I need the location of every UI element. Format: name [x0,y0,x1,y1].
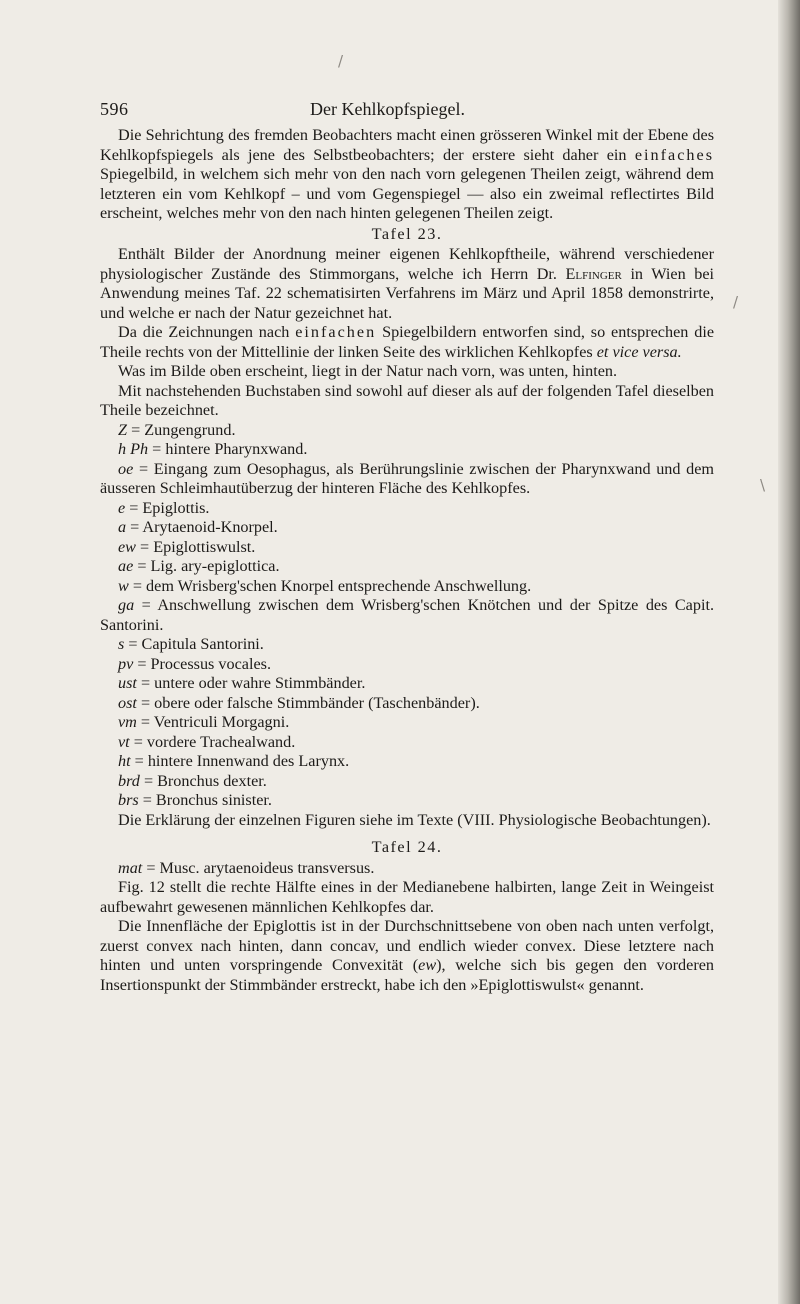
legend-item: vt = vordere Trachealwand. [118,732,296,751]
running-title: Der Kehlkopfspiegel. [310,99,465,119]
legend-item: h Ph = hintere Pharynxwand. [118,440,308,458]
paragraph: Die Sehrichtung des fremden Beobachters macht einen grösseren Winkel mit der Ebene des Kehlkopfspiegels als jene des Selbstbeobachters; der erstere sieht daher ein einfaches Spiegelbild, in welchem sich mehr von den nach vorn gelegenen Theilen zeigt, während dem letzteren ein vom Kehlkopf – und vom Gegenspiegel — also ein zweimal reflectirtes Bild erscheint, welches mehr von den nach hinten gelegenen Theilen zeigt. [100,126,714,222]
paragraph: Fig. 12 stellt die rechte Hälfte eines in der Medianebene halbirten, lange Zeit in Weingeist aufbewahrt gewesenen männlichen Kehlkopfes dar. [100,878,714,916]
legend-item: ga = Anschwellung zwischen dem Wrisberg'schen Knötchen und der Spitze des Capit. Santorini. [100,596,714,634]
page-header [100,99,714,123]
legend-item: brs = Bronchus sinister. [118,791,272,809]
legend-item: ost = obere oder falsche Stimmbänder (Taschenbänder). [118,693,480,712]
legend-item: Z = Zungengrund. [118,420,236,439]
paragraph: Mit nachstehenden Buchstaben sind sowohl auf dieser als auf der folgenden Tafel dieselben Theile bezeichnet. [100,381,714,419]
pencil-mark: / [338,52,344,70]
legend-item: ht = hintere Innenwand des Larynx. [118,752,350,770]
paragraph: Die Erklärung der einzelnen Figuren siehe im Texte (VIII. Physiologische Beobachtungen). [118,810,711,829]
pencil-mark: / [733,293,739,311]
section-heading-tafel-24: Tafel 24. [371,838,443,856]
legend-item: vm = Ventriculi Morgagni. [118,713,290,731]
legend-item: mat = Musc. arytaenoideus transversus. [118,858,375,877]
legend-item: s = Capitula Santorini. [118,635,264,653]
legend-item: w = dem Wrisberg'schen Knorpel entsprechende Anschwellung. [118,576,532,595]
legend-item: a = Arytaenoid-Knorpel. [118,518,278,536]
legend-item: brd = Bronchus dexter. [118,771,267,790]
legend-list [100,421,714,811]
page-body [100,126,714,995]
legend-item: e = Epiglottis. [118,498,210,517]
page-number: 596 [100,99,129,119]
legend-item: ew = Epiglottiswulst. [118,537,256,556]
paragraph: Die Innenfläche der Epiglottis ist in der Durchschnittsebene von oben nach unten verfolgt, zuerst convex nach hinten, dann concav, und endlich wieder convex. Diese letztere nach hinten und unten vorspringende Convexität (ew), welche sich bis gegen den vorderen Insertionspunkt der Stimmbänder erstreckt, habe ich den »Epiglottiswulst« genannt. [100,917,714,994]
pencil-mark: \ [760,476,766,494]
paragraph: Enthält Bilder der Anordnung meiner eigenen Kehlkopftheile, während verschiedener physiologischer Zustände des Stimmorgans, welche ich Herrn Dr. Elfinger in Wien bei Anwendung meines Taf. 22 schematisirten Verfahrens im März und April 1858 demonstrirte, und welche er nach der Natur gezeichnet hat. [100,245,715,322]
paragraph: Da die Zeichnungen nach einfachen Spiegelbildern entworfen sind, so entsprechen die Theile rechts von der Mittellinie der linken Seite des wirklichen Kehlkopfes et vice versa. [100,323,715,361]
page-edge [778,0,800,1304]
paragraph: Was im Bilde oben erscheint, liegt in der Natur nach vorn, was unten, hinten. [118,362,618,380]
legend-item: ust = untere oder wahre Stimmbänder. [118,674,366,692]
legend-item: oe = Eingang zum Oesophagus, als Berührungslinie zwischen der Pharynxwand und dem äusseren Schleimhautüberzug der hinteren Fläche des Kehlkopfes. [100,459,715,497]
legend-item: pv = Processus vocales. [118,654,271,673]
section-heading-tafel-23: Tafel 23. [371,224,443,243]
legend-item: ae = Lig. ary-epiglottica. [118,557,280,575]
